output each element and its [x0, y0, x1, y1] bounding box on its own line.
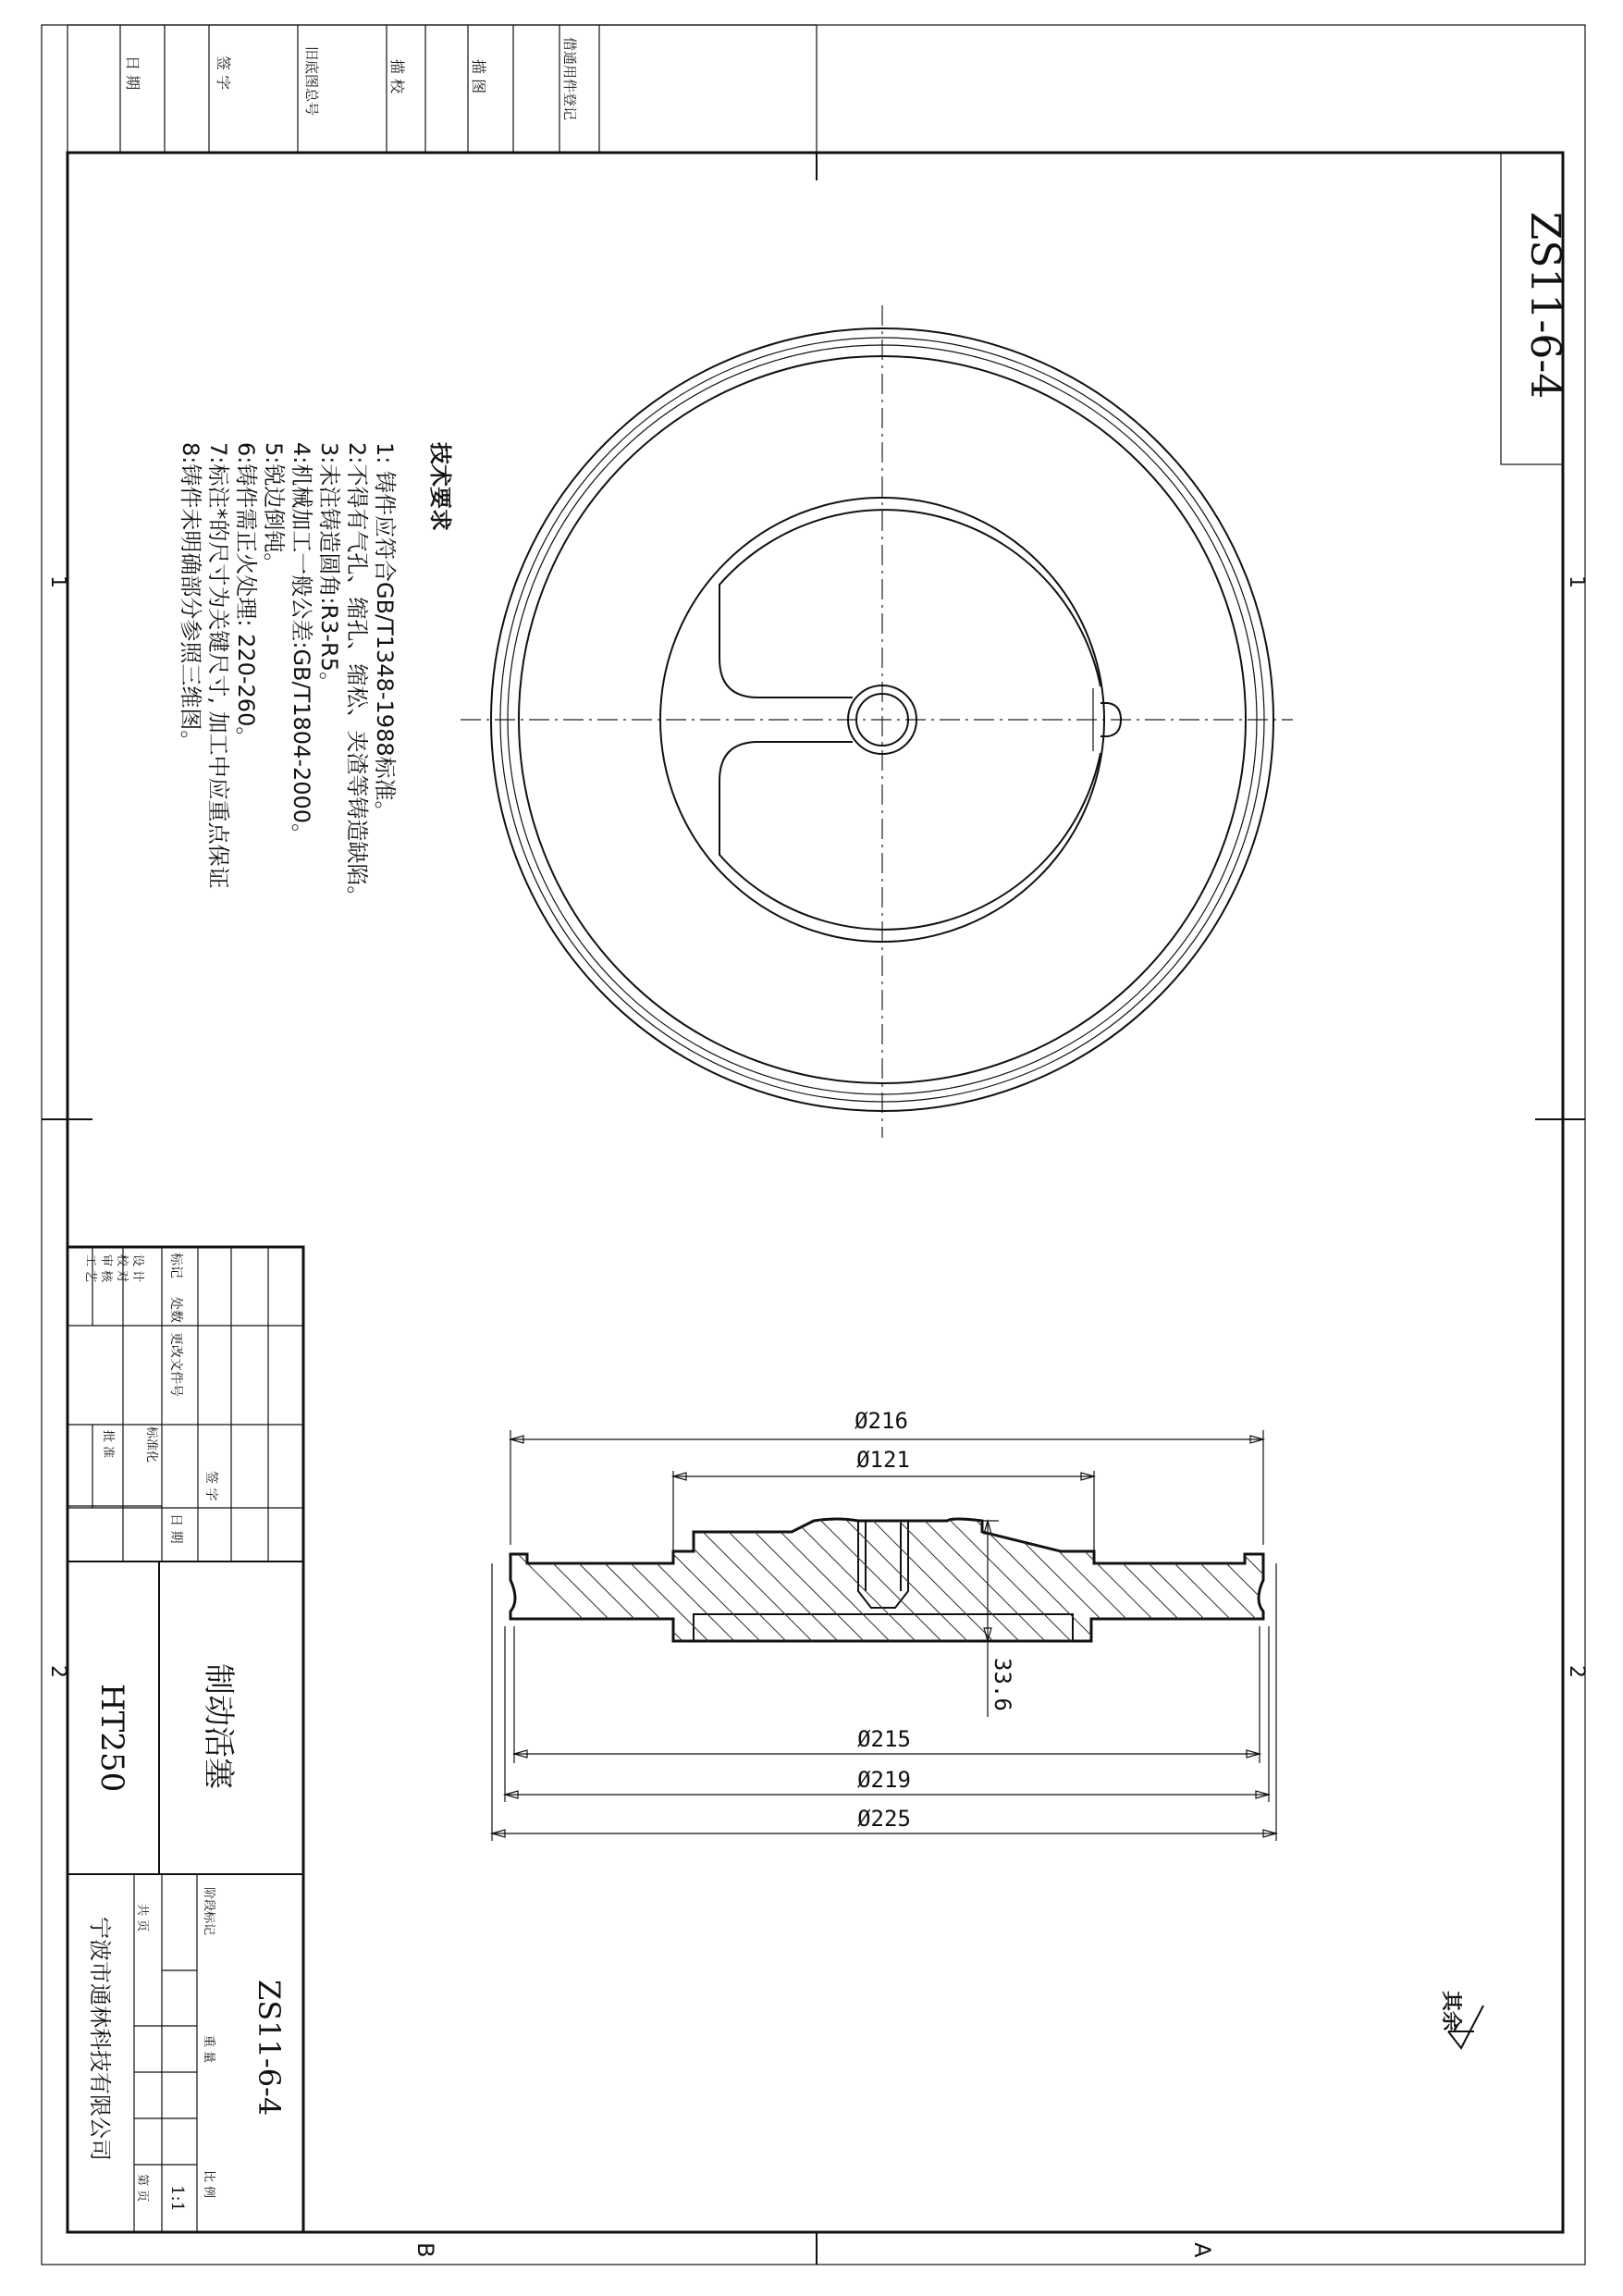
tech-req-item-6: 6:铸件需正火处理: 220-260。 — [233, 442, 259, 749]
top-view — [461, 305, 1293, 1138]
material: HT250 — [93, 1684, 130, 1793]
strip-signature: 签 字 — [215, 56, 232, 91]
tech-req-item-8: 8:铸件未明确部分参照三维图。 — [178, 442, 203, 753]
strip-record: 借通用件登记 — [561, 37, 578, 121]
tb-ratio: 比 例 — [202, 2170, 215, 2199]
bottom-recess — [694, 1614, 1073, 1641]
sheet-frames — [42, 25, 1585, 2265]
strip-cell-4: 描 校 — [388, 59, 406, 94]
binding-strip-cells — [120, 25, 599, 153]
roughness-note — [1439, 1991, 1483, 2048]
tb-count: 处数 — [168, 1297, 183, 1323]
dim-d219: Ø219 — [857, 1767, 911, 1793]
tb-process: 工 艺 — [83, 1254, 97, 1283]
tb-date: 日 期 — [168, 1513, 183, 1544]
tb-weight: 重 量 — [202, 2035, 215, 2064]
zone-row-1-left: 1 — [46, 575, 69, 588]
dim-d121: Ø121 — [856, 1447, 910, 1473]
dimensions — [492, 1408, 1276, 1841]
dim-d216: Ø216 — [855, 1408, 908, 1434]
outer-frame — [42, 25, 1585, 2265]
tb-review: 审 核 — [99, 1254, 113, 1283]
strip-date: 日 期 — [124, 56, 141, 91]
tb-approve: 批 准 — [101, 1430, 115, 1459]
tb-scale: 1:1 — [167, 2185, 187, 2212]
dim-d225: Ø225 — [857, 1806, 911, 1832]
tech-req-item-2: 2:不得有气孔、缩孔、缩松、夹渣等铸造缺陷。 — [344, 442, 370, 908]
zone-row-2-left: 2 — [46, 1665, 69, 1678]
section-outline — [510, 1519, 1263, 1641]
center-bore — [858, 1521, 908, 1608]
zone-col-a: A — [1189, 2242, 1215, 2258]
tech-req-item-4: 4:机械加工一般公差:GB/T1804-2000。 — [289, 442, 314, 846]
tech-req-item-3: 3:未注铸造圆角:R3-R5。 — [316, 442, 342, 694]
tech-req-item-7: 7:标注*的尺寸为关键尺寸, 加工中应重点保证 — [205, 442, 231, 889]
tb-standardization: 标准化 — [144, 1426, 158, 1463]
company-name: 宁波市通林科技有限公司 — [87, 1917, 113, 2161]
zone-row-2-right: 2 — [1565, 1665, 1588, 1678]
tech-req-item-1: 1: 铸件应符合GB/T1348-1988标准。 — [372, 442, 398, 823]
tech-req-item-5: 5:锐边倒钝。 — [261, 442, 287, 575]
dim-d215: Ø215 — [857, 1726, 911, 1752]
tech-req-title: 技术要求 — [427, 442, 453, 531]
tb-proofread: 校 对 — [115, 1254, 129, 1283]
tb-sheet-no: 第 页 — [135, 2174, 149, 2203]
drawing-number-rotated: ZS11-6-4 — [1521, 211, 1568, 400]
tb-signature: 签 字 — [203, 1471, 218, 1501]
tb-stage-mark: 阶段标记 — [202, 1887, 215, 1936]
section-view — [481, 1408, 1335, 1841]
strip-cell-3: 描 图 — [470, 59, 487, 94]
tb-mark: 标记 — [168, 1253, 183, 1278]
tb-sheets-total: 共 页 — [135, 1904, 149, 1932]
zone-col-b: B — [412, 2242, 438, 2258]
roughness-label: 其余 — [1439, 1991, 1462, 2032]
zone-row-1-right: 1 — [1565, 575, 1588, 588]
binding-strip — [68, 25, 817, 153]
drawing-number: ZS11-6-4 — [252, 1980, 287, 2117]
technical-requirements — [178, 442, 453, 907]
dim-h336: 33.6 — [990, 1658, 1015, 1711]
tb-change-doc: 更改文件号 — [168, 1332, 183, 1397]
strip-old-drawing: 旧底图总号 — [303, 46, 320, 117]
tb-design: 设 计 — [130, 1254, 144, 1283]
part-name: 制动活塞 — [200, 1663, 237, 1789]
title-block — [68, 1247, 303, 2232]
